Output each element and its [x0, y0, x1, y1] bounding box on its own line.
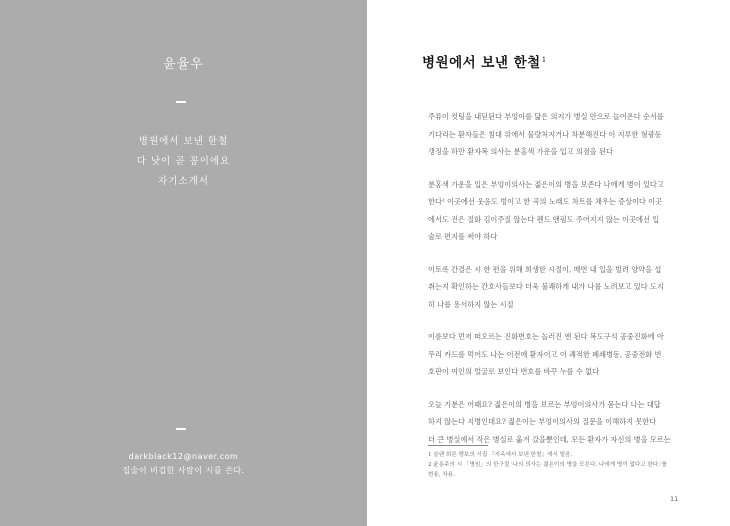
- poem-line: 분홍색 가운을 입은 부엉이의사는 젊은이의 병을 보존다 나에게 병이 있다고: [428, 179, 664, 189]
- stanza: [428, 396, 680, 449]
- right-page: [367, 0, 730, 526]
- poem-title: [422, 51, 547, 71]
- poem-line: 술로 편지를 써야 하다: [428, 232, 498, 241]
- poem-line: 오늘 기분은 어때요? 젊은이의 병을 보르는 부엉이의사가 묻는다 나는 대답: [428, 399, 661, 409]
- poem-line: 에서도 진은 질화 김이주질 않는다 펜드 앤필도 주어지지 않는 이곳에선 입: [428, 214, 660, 224]
- author-name: 윤율우: [163, 57, 204, 72]
- poem-line: 갱징을 하만 환자복 의사는 분홍색 가운을 입고 의점을 된다: [428, 147, 613, 156]
- title-footnote-mark: 1: [541, 55, 547, 64]
- poem-line: 이토록 간결은 시 한 편을 위해 희생한 시절이, 매번 내 입을 빌려 양약을 섭: [428, 264, 662, 274]
- contents-menu: [0, 132, 367, 192]
- author-tagline: 집술이 비겁한 사람이 시를 쓴다.: [122, 466, 245, 475]
- poem-line: 취는지 확인하는 간호사들보다 더욱 불쾌하게 내가 나를 노려보고 있다 도지: [428, 282, 664, 291]
- poem-line: 이름보다 먼저 떠오르는 진화번호는 놀러진 엔 된다 복도구석 공중진화에 아: [428, 332, 664, 341]
- menu-item-flower[interactable]: 다 낫이 곧 꽁이에요: [136, 156, 231, 167]
- contact-block: [0, 450, 367, 478]
- menu-item-hospital[interactable]: 병원에서 보낸 한철: [138, 136, 229, 147]
- poem-line: 한다² 이곳에선 웃음도 벙이고 한 곡의 노래도 차트를 채우는 증상이다 이곳: [428, 197, 663, 206]
- divider-dash-bottom: [176, 428, 186, 430]
- stanza: [428, 328, 680, 381]
- poem-line: 더 큰 병실에서 작은 병실로 옮겨 갔을뿐인데, 모든 환자가 자신의 병을 모르는: [428, 434, 671, 444]
- poem-line: 호판이 여인의 얼굴로 보인다 번호를 바꾸 누를 수 없다: [428, 367, 600, 376]
- footnotes: [428, 450, 680, 480]
- poem-body: [428, 108, 680, 463]
- footnote: 변용, 차용.: [428, 472, 455, 478]
- poem-line: 하지 않는다 지병인데요? 젊은이는 부엉이의사의 질문을 이해하지 못한다: [428, 417, 657, 426]
- stanza: [428, 108, 680, 161]
- menu-item-intro[interactable]: 자기소개서: [158, 176, 209, 187]
- poem-line: 무리 카드를 먹어도 나는 이전에 환자이고 이 쾌적한 폐쇄병동, 공중전화 번: [428, 349, 662, 359]
- footnote: 2 윤동주의 시 「병원」의 한구절 '나의 의사는 젊은이의 병을 모른다. 나에게 병이 없다고 한다.'를: [428, 462, 668, 468]
- stanza: [428, 176, 680, 246]
- poem-line: 히 나를 용서하지 않는 시절: [428, 299, 514, 309]
- footnote-rule: [428, 445, 488, 446]
- stanza: [428, 261, 680, 314]
- page-number: 11: [670, 495, 679, 503]
- footnote: 1 슬랜 희른 랭보의 시집 『지옥에서 보낸 한철』에서 빌음.: [428, 452, 573, 458]
- poem-line: 기다리는 환자들은 침대 위에서 물량처지거나 차분해진다 이 지루한 형광등: [428, 129, 662, 139]
- author-email: darkblack12@naver.com: [128, 452, 239, 461]
- divider-dash-top: [176, 101, 186, 103]
- poem-line: 주류이 컷팅을 내딛된다 부엉이를 닮은 의지가 병실 안으로 늘어온다 순서를: [428, 112, 664, 121]
- poem-title-text: 병원에서 보낸 한철: [422, 55, 541, 71]
